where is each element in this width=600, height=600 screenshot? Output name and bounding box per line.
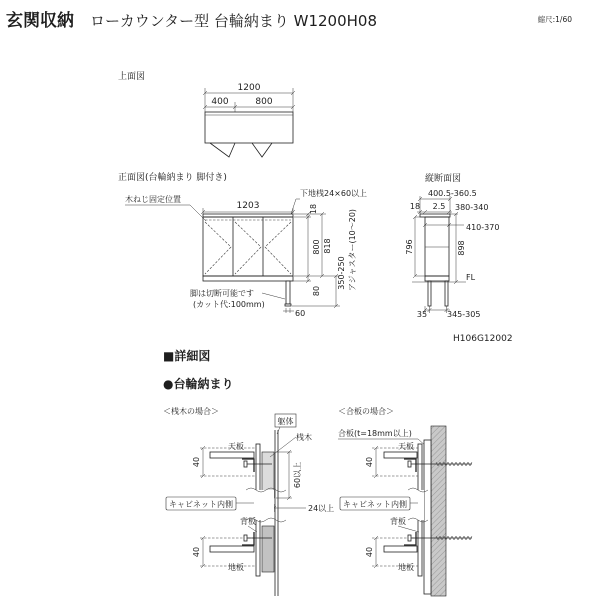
plywood-case-title: ＜合板の場合＞ xyxy=(338,407,394,416)
section-view-label: 縦断面図 xyxy=(425,174,462,184)
scale-label: 縮尺:1/60 xyxy=(537,15,572,24)
section-depth-total: 400.5-360.5 xyxy=(428,189,477,198)
front-view-door-3-opening xyxy=(265,222,291,274)
top-view-label: 上面図 xyxy=(118,72,146,82)
plywood-case-back-board-label: 背板 xyxy=(390,517,406,526)
batten-case-top-board-label: 天板 xyxy=(228,442,244,451)
plywood-label: 合板(t=18mm以上) xyxy=(338,429,412,438)
front-view-base-height: 80 xyxy=(312,285,321,297)
screw-position-leader xyxy=(125,205,206,221)
leg-width-dimension xyxy=(283,308,294,313)
top-view-door-swing-left xyxy=(210,143,235,157)
batten-thickness-label: 24以上 xyxy=(308,504,335,513)
header xyxy=(6,10,572,31)
section-leg-front xyxy=(445,281,448,306)
plywood-case-bottom-board-label: 地板 xyxy=(398,563,414,572)
leg-note: 脚は切断可能です xyxy=(190,289,254,298)
plywood-case-bottom-board xyxy=(384,546,417,552)
front-view xyxy=(118,171,367,318)
batten-case-bottom-dim: 40 xyxy=(192,546,201,558)
section-height-body: 796 xyxy=(405,239,414,255)
front-view-adjuster xyxy=(285,304,291,306)
plywood-case-break-mask xyxy=(412,490,424,520)
plywood-case-top-board-label: 天板 xyxy=(398,442,414,451)
section-leg-span: 345-305 xyxy=(447,310,481,319)
front-view-leg-height: 350-250 xyxy=(337,256,346,290)
batten-case-upper-screw-head xyxy=(244,461,247,467)
front-view-label: 正面図(台輪納まり 脚付き) xyxy=(118,173,227,183)
section-floor-label: FL xyxy=(466,273,476,282)
plywood-case-bottom-dim: 40 xyxy=(365,546,374,558)
batten-case-bottom-dimension xyxy=(201,536,205,568)
plywood-case-plywood xyxy=(424,440,431,594)
front-view-top-board xyxy=(203,214,293,217)
section-cabinet-body xyxy=(425,217,449,276)
batten-case-title: ＜桟木の場合＞ xyxy=(163,407,219,416)
section-depth-inner: 410-370 xyxy=(466,223,500,232)
batten-case-break-mask xyxy=(248,490,274,520)
plywood-case-back-board-leader xyxy=(398,526,419,532)
top-view-width-left: 400 xyxy=(211,97,229,107)
front-view-leg xyxy=(286,281,290,304)
front-view-plinth xyxy=(203,276,293,281)
section-leg-back xyxy=(428,281,431,306)
section-top-thickness: 18 xyxy=(409,202,421,211)
section-leg-offset: 35 xyxy=(416,310,428,319)
plywood-case-upper-screw-head xyxy=(408,461,411,467)
batten-case-top-dimension xyxy=(201,446,205,478)
cut-allowance-note: (カット代:100mm) xyxy=(193,300,265,309)
front-view-height-dimension-inner xyxy=(306,212,310,283)
front-view-door-dividers xyxy=(233,217,263,276)
top-view xyxy=(118,70,295,157)
detail-heading: ■詳細図 xyxy=(163,349,211,363)
plywood-case-top-dimension xyxy=(374,446,378,478)
section-plinth xyxy=(425,276,449,281)
adjuster-label: アジャスター(10〜20) xyxy=(348,208,357,292)
detail-subheading: ●台輪納まり xyxy=(163,377,234,391)
front-view-door-2-opening xyxy=(235,222,261,274)
plywood-case-top-dim: 40 xyxy=(365,456,374,468)
batten-case-bottom-board-label: 地板 xyxy=(228,563,244,572)
batten-case-top-board xyxy=(210,452,254,458)
batten-case-bottom-board xyxy=(210,546,254,552)
batten-label: 桟木 xyxy=(296,433,312,442)
plywood-case-cabinet-inside-label: キャビネット内側 xyxy=(343,500,407,509)
plywood-case-wall xyxy=(431,426,446,596)
front-view-body-height: 800 xyxy=(312,239,321,255)
structure-label: 躯体 xyxy=(277,417,294,426)
front-view-door-1-opening xyxy=(205,222,231,274)
detail-headings xyxy=(163,348,233,391)
top-view-door-swing-right xyxy=(252,143,272,157)
plywood-case-lower-screw-head xyxy=(408,535,411,541)
detail-batten-case xyxy=(163,406,334,596)
detail-plywood-case xyxy=(338,406,472,596)
section-height-total: 898 xyxy=(457,240,466,256)
section-view xyxy=(405,172,499,319)
screw-position-label: 木ねじ固定位置 xyxy=(125,195,181,204)
leg-note-leader xyxy=(262,293,285,299)
batten-case-cabinet-inside-label: キャビネット内側 xyxy=(169,500,233,509)
structure-leader xyxy=(277,427,280,434)
leg-width: 60 xyxy=(295,309,306,318)
front-view-top-thickness: 18 xyxy=(309,203,318,215)
top-view-width-total: 1200 xyxy=(237,83,261,93)
front-view-cabinet-body xyxy=(203,217,293,276)
section-top-board xyxy=(420,214,450,217)
section-height-body-dimension xyxy=(413,215,425,278)
drawing-code: H106G12002 xyxy=(453,334,513,344)
batten-spec-label: 下地桟24×60以上 xyxy=(300,189,368,198)
plywood-case-bottom-dimension xyxy=(374,536,378,568)
batten-case-wall-face xyxy=(275,430,278,596)
top-view-cabinet-outline xyxy=(205,112,293,143)
plywood-case-top-board xyxy=(384,452,417,458)
category-title: 玄関収納 xyxy=(6,11,74,31)
section-gap: 2.5 xyxy=(432,202,446,211)
batten-height-label: 60以上 xyxy=(293,461,302,489)
batten-case-top-dim: 40 xyxy=(192,456,201,468)
batten-leader xyxy=(270,437,296,457)
front-view-total-height: 818 xyxy=(323,238,332,254)
section-depth-body: 380-340 xyxy=(455,203,489,212)
product-title: ローカウンター型 台輪納まり W1200H08 xyxy=(90,12,378,30)
section-depth-inner-dimension xyxy=(423,223,464,227)
batten-case-back-board-label: 背板 xyxy=(240,517,256,526)
batten-case-lower-batten xyxy=(262,526,274,572)
top-view-width-right: 800 xyxy=(255,97,273,107)
front-view-width: 1203 xyxy=(236,201,260,211)
batten-case-lower-screw-head xyxy=(244,535,247,541)
